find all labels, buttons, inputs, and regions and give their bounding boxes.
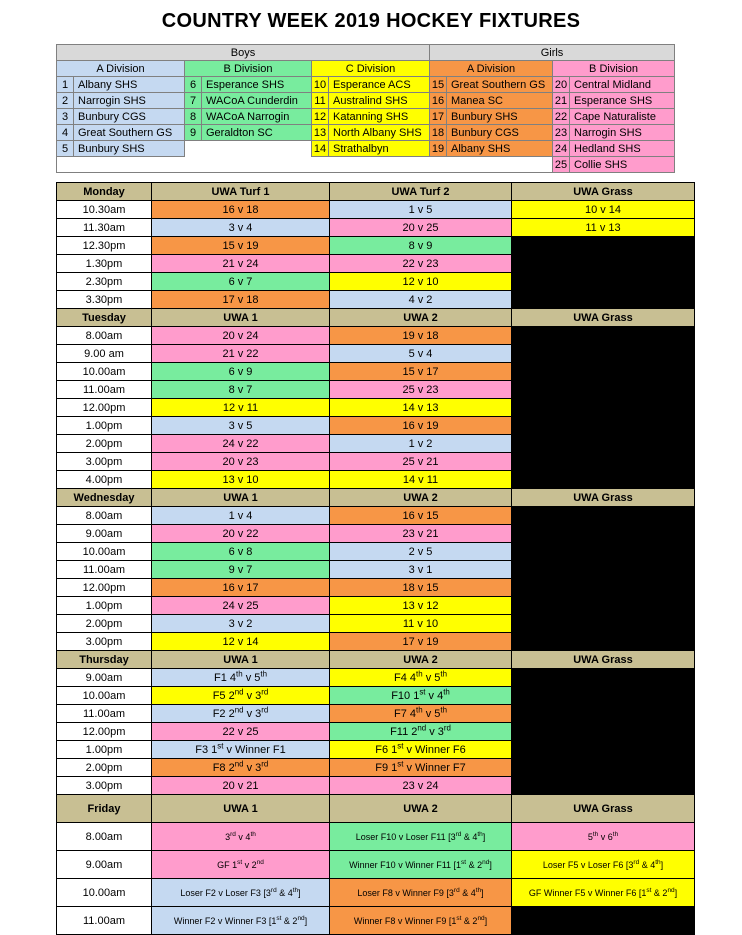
venue-header: UWA 1 — [152, 795, 330, 823]
fixture-cell-empty — [512, 723, 695, 741]
team-name: Hedland SHS — [570, 141, 675, 157]
fixtures-table — [56, 182, 695, 935]
team-name: Manea SC — [447, 93, 553, 109]
fixture-row — [57, 561, 695, 579]
team-number: 17 — [430, 109, 447, 125]
fixture-cell-empty — [512, 363, 695, 381]
fixture-cell-match: 14 v 13 — [330, 399, 512, 417]
fixture-time: 8.00am — [57, 327, 152, 345]
team-name: Great Southern GS — [74, 125, 185, 141]
fixture-cell-match: F9 1st v Winner F7 — [330, 759, 512, 777]
day-header-thursday: Thursday — [57, 651, 152, 669]
fixture-cell-match: 11 v 10 — [330, 615, 512, 633]
fixture-cell-match: 20 v 23 — [152, 453, 330, 471]
fixture-time: 12.30pm — [57, 237, 152, 255]
fixture-cell-match: 4 v 2 — [330, 291, 512, 309]
key-team-row — [57, 77, 675, 93]
key-empty-cell — [185, 157, 312, 173]
venue-header: UWA 2 — [330, 651, 512, 669]
fixture-cell-empty — [512, 273, 695, 291]
fixture-time: 9.00am — [57, 669, 152, 687]
division-header-boys-b: B Division — [185, 61, 312, 77]
team-name: Bunbury SHS — [447, 109, 553, 125]
fixture-cell-match: 6 v 9 — [152, 363, 330, 381]
fixture-row — [57, 291, 695, 309]
fixture-time: 12.00pm — [57, 723, 152, 741]
fixture-row — [57, 633, 695, 651]
fixture-cell-empty — [512, 615, 695, 633]
team-number: 11 — [312, 93, 329, 109]
fixture-row — [57, 507, 695, 525]
fixture-row — [57, 255, 695, 273]
fixture-row — [57, 417, 695, 435]
fixture-cell-match: 3 v 1 — [330, 561, 512, 579]
fixture-cell-match: 20 v 25 — [330, 219, 512, 237]
fixture-cell-match: F5 2nd v 3rd — [152, 687, 330, 705]
team-number: 10 — [312, 77, 329, 93]
fixture-cell-empty — [512, 579, 695, 597]
fixture-row — [57, 399, 695, 417]
fixture-cell-empty — [512, 741, 695, 759]
fixture-time: 3.30pm — [57, 291, 152, 309]
fixture-cell-match: 1 v 4 — [152, 507, 330, 525]
fixture-cell-match: 13 v 10 — [152, 471, 330, 489]
fixture-cell-match: 24 v 22 — [152, 435, 330, 453]
fixture-row — [57, 741, 695, 759]
fixture-cell-empty — [512, 327, 695, 345]
team-number: 24 — [553, 141, 570, 157]
fixture-row — [57, 543, 695, 561]
fixture-row — [57, 615, 695, 633]
fixture-cell-match: 5th v 6th — [512, 823, 695, 851]
page-title: COUNTRY WEEK 2019 HOCKEY FIXTURES — [161, 10, 581, 32]
fixture-row — [57, 471, 695, 489]
fixture-cell-empty — [512, 471, 695, 489]
team-number: 8 — [185, 109, 202, 125]
team-name: Bunbury CGS — [447, 125, 553, 141]
fixture-cell-match: 12 v 14 — [152, 633, 330, 651]
fixture-row — [57, 237, 695, 255]
venue-header: UWA 1 — [152, 309, 330, 327]
team-name: Geraldton SC — [202, 125, 312, 141]
venue-header: UWA Grass — [512, 651, 695, 669]
team-name: Central Midland — [570, 77, 675, 93]
fixture-cell-empty — [512, 543, 695, 561]
fixture-cell-match: 10 v 14 — [512, 201, 695, 219]
fixture-cell-empty — [512, 705, 695, 723]
team-number: 14 — [312, 141, 329, 157]
team-number: 2 — [57, 93, 74, 109]
team-name: Albany SHS — [447, 141, 553, 157]
fixture-cell-match: 13 v 12 — [330, 597, 512, 615]
team-number: 19 — [430, 141, 447, 157]
team-number: 6 — [185, 77, 202, 93]
team-number: 23 — [553, 125, 570, 141]
fixture-time: 4.00pm — [57, 471, 152, 489]
key-empty-cell — [312, 157, 430, 173]
fixture-row — [57, 525, 695, 543]
team-number: 15 — [430, 77, 447, 93]
venue-header: UWA Grass — [512, 795, 695, 823]
fixture-time: 2.00pm — [57, 759, 152, 777]
fixture-cell-match: 1 v 5 — [330, 201, 512, 219]
team-name: Cape Naturaliste — [570, 109, 675, 125]
key-division-header-row — [57, 61, 675, 77]
fixture-time: 2.00pm — [57, 435, 152, 453]
team-name: Narrogin SHS — [74, 93, 185, 109]
fixture-cell-match: 25 v 21 — [330, 453, 512, 471]
fixture-row — [57, 219, 695, 237]
venue-header: UWA Grass — [512, 309, 695, 327]
fixture-day-header-row — [57, 795, 695, 823]
fixture-time: 11.00am — [57, 705, 152, 723]
fixture-cell-match: F3 1st v Winner F1 — [152, 741, 330, 759]
team-number: 18 — [430, 125, 447, 141]
fixture-time: 10.30am — [57, 201, 152, 219]
fixture-day-header-row — [57, 309, 695, 327]
fixture-cell-empty — [512, 237, 695, 255]
fixture-cell-match: 8 v 9 — [330, 237, 512, 255]
team-name: Bunbury SHS — [74, 141, 185, 157]
fixture-cell-match: 22 v 25 — [152, 723, 330, 741]
gender-header-girls: Girls — [430, 45, 675, 61]
team-key — [56, 44, 675, 173]
fixture-cell-match: GF Winner F5 v Winner F6 [1st & 2nd] — [512, 879, 695, 907]
fixture-cell-match: 11 v 13 — [512, 219, 695, 237]
team-number: 12 — [312, 109, 329, 125]
key-gender-header-row — [57, 45, 675, 61]
fixture-row — [57, 453, 695, 471]
team-name: Esperance SHS — [570, 93, 675, 109]
fixture-cell-empty — [512, 255, 695, 273]
fixture-cell-match: Winner F10 v Winner F11 [1st & 2nd] — [330, 851, 512, 879]
fixture-cell-match: 20 v 22 — [152, 525, 330, 543]
fixture-cell-match: 17 v 18 — [152, 291, 330, 309]
fixture-cell-empty — [512, 507, 695, 525]
fixture-cell-empty — [512, 777, 695, 795]
fixture-cell-match: F8 2nd v 3rd — [152, 759, 330, 777]
fixture-cell-match: 19 v 18 — [330, 327, 512, 345]
fixture-cell-empty — [512, 759, 695, 777]
fixture-time: 8.00am — [57, 507, 152, 525]
team-name: Esperance SHS — [202, 77, 312, 93]
fixture-day-header-row — [57, 651, 695, 669]
team-name: Katanning SHS — [329, 109, 430, 125]
fixture-time: 10.00am — [57, 687, 152, 705]
fixture-time: 10.00am — [57, 543, 152, 561]
fixture-cell-empty — [512, 435, 695, 453]
venue-header: UWA 2 — [330, 795, 512, 823]
fixture-cell-match: 12 v 10 — [330, 273, 512, 291]
fixture-cell-match: 14 v 11 — [330, 471, 512, 489]
team-name: Strathalbyn — [329, 141, 430, 157]
fixture-row — [57, 669, 695, 687]
fixture-cell-match: 1 v 2 — [330, 435, 512, 453]
fixture-time: 10.00am — [57, 363, 152, 381]
fixture-time: 11.00am — [57, 381, 152, 399]
team-name: Collie SHS — [570, 157, 675, 173]
fixture-row — [57, 879, 695, 907]
fixture-time: 3.00pm — [57, 633, 152, 651]
fixture-row — [57, 723, 695, 741]
fixture-row — [57, 381, 695, 399]
fixture-cell-empty — [512, 417, 695, 435]
fixture-row — [57, 777, 695, 795]
fixture-cell-match: Winner F8 v Winner F9 [1st & 2nd] — [330, 907, 512, 935]
day-header-monday: Monday — [57, 183, 152, 201]
team-name: Albany SHS — [74, 77, 185, 93]
fixture-cell-empty — [512, 345, 695, 363]
day-header-wednesday: Wednesday — [57, 489, 152, 507]
fixture-time: 12.00pm — [57, 579, 152, 597]
division-header-boys-c: C Division — [312, 61, 430, 77]
fixture-cell-match: Loser F10 v Loser F11 [3rd & 4th] — [330, 823, 512, 851]
fixture-row — [57, 759, 695, 777]
team-number: 25 — [553, 157, 570, 173]
fixture-row — [57, 687, 695, 705]
fixture-cell-match: 25 v 23 — [330, 381, 512, 399]
fixture-cell-match: 3 v 5 — [152, 417, 330, 435]
key-empty-cell — [430, 157, 553, 173]
fixture-cell-match: 9 v 7 — [152, 561, 330, 579]
fixture-row — [57, 823, 695, 851]
fixture-cell-match: 15 v 19 — [152, 237, 330, 255]
fixture-row — [57, 579, 695, 597]
venue-header: UWA Turf 2 — [330, 183, 512, 201]
venue-header: UWA Grass — [512, 489, 695, 507]
team-number: 22 — [553, 109, 570, 125]
fixture-cell-match: 18 v 15 — [330, 579, 512, 597]
fixture-cell-match: 20 v 21 — [152, 777, 330, 795]
fixture-cell-match: Winner F2 v Winner F3 [1st & 2nd] — [152, 907, 330, 935]
venue-header: UWA 2 — [330, 489, 512, 507]
fixture-cell-empty — [512, 561, 695, 579]
fixture-cell-match: 5 v 4 — [330, 345, 512, 363]
team-number: 7 — [185, 93, 202, 109]
fixture-cell-match: 21 v 22 — [152, 345, 330, 363]
fixture-time: 9.00am — [57, 525, 152, 543]
fixture-row — [57, 345, 695, 363]
team-key-table — [56, 44, 675, 173]
fixture-time: 9.00 am — [57, 345, 152, 363]
fixture-time: 9.00am — [57, 851, 152, 879]
fixture-cell-empty — [512, 399, 695, 417]
fixture-cell-match: 16 v 17 — [152, 579, 330, 597]
fixture-cell-match: F2 2nd v 3rd — [152, 705, 330, 723]
fixture-cell-match: 22 v 23 — [330, 255, 512, 273]
fixture-row — [57, 363, 695, 381]
fixture-cell-match: 3rd v 4th — [152, 823, 330, 851]
venue-header: UWA 2 — [330, 309, 512, 327]
fixture-cell-empty — [512, 633, 695, 651]
fixture-cell-match: 24 v 25 — [152, 597, 330, 615]
fixture-cell-match: F11 2nd v 3rd — [330, 723, 512, 741]
fixture-cell-match: 6 v 8 — [152, 543, 330, 561]
fixture-cell-match: Loser F8 v Winner F9 [3rd & 4th] — [330, 879, 512, 907]
fixture-time: 1.00pm — [57, 597, 152, 615]
key-team-row — [57, 125, 675, 141]
fixture-time: 1.30pm — [57, 255, 152, 273]
fixture-time: 12.00pm — [57, 399, 152, 417]
team-number: 9 — [185, 125, 202, 141]
key-team-row — [57, 157, 675, 173]
fixture-time: 1.00pm — [57, 417, 152, 435]
fixture-time: 10.00am — [57, 879, 152, 907]
fixture-time: 3.00pm — [57, 777, 152, 795]
fixture-cell-match: Loser F5 v Loser F6 [3rd & 4th] — [512, 851, 695, 879]
team-number: 16 — [430, 93, 447, 109]
fixture-cell-empty — [512, 907, 695, 935]
fixture-time: 11.30am — [57, 219, 152, 237]
fixture-cell-match: 20 v 24 — [152, 327, 330, 345]
fixture-cell-match: F7 4th v 5th — [330, 705, 512, 723]
fixture-cell-match: 17 v 19 — [330, 633, 512, 651]
team-name: Narrogin SHS — [570, 125, 675, 141]
team-name: WACoA Cunderdin — [202, 93, 312, 109]
key-team-row — [57, 93, 675, 109]
fixture-cell-match: GF 1st v 2nd — [152, 851, 330, 879]
fixture-cell-empty — [512, 381, 695, 399]
fixture-day-header-row — [57, 489, 695, 507]
team-name: WACoA Narrogin — [202, 109, 312, 125]
fixture-cell-match: 16 v 15 — [330, 507, 512, 525]
fixture-cell-match: F10 1st v 4th — [330, 687, 512, 705]
fixture-time: 8.00am — [57, 823, 152, 851]
team-number: 21 — [553, 93, 570, 109]
fixture-cell-empty — [512, 597, 695, 615]
team-name: Australind SHS — [329, 93, 430, 109]
venue-header: UWA 1 — [152, 651, 330, 669]
fixture-cell-match: 16 v 19 — [330, 417, 512, 435]
fixture-cell-match: 21 v 24 — [152, 255, 330, 273]
key-team-row — [57, 109, 675, 125]
venue-header: UWA Grass — [512, 183, 695, 201]
team-number: 1 — [57, 77, 74, 93]
team-number: 4 — [57, 125, 74, 141]
gender-header-boys: Boys — [57, 45, 430, 61]
fixture-row — [57, 435, 695, 453]
fixture-row — [57, 705, 695, 723]
fixture-cell-match: 15 v 17 — [330, 363, 512, 381]
team-number: 13 — [312, 125, 329, 141]
fixtures-table-wrap — [56, 182, 695, 935]
fixture-cell-match: 8 v 7 — [152, 381, 330, 399]
team-number: 3 — [57, 109, 74, 125]
fixture-cell-match: 16 v 18 — [152, 201, 330, 219]
team-number: 5 — [57, 141, 74, 157]
fixture-row — [57, 907, 695, 935]
fixture-row — [57, 273, 695, 291]
fixture-time: 1.00pm — [57, 741, 152, 759]
venue-header: UWA 1 — [152, 489, 330, 507]
day-header-tuesday: Tuesday — [57, 309, 152, 327]
fixture-cell-empty — [512, 687, 695, 705]
fixture-day-header-row — [57, 183, 695, 201]
fixture-cell-match: 3 v 2 — [152, 615, 330, 633]
division-header-girls-a: A Division — [430, 61, 553, 77]
team-name: Great Southern GS — [447, 77, 553, 93]
fixture-cell-match: Loser F2 v Loser F3 [3rd & 4th] — [152, 879, 330, 907]
key-team-row — [57, 141, 675, 157]
fixture-cell-match: F1 4th v 5th — [152, 669, 330, 687]
fixture-cell-match: F6 1st v Winner F6 — [330, 741, 512, 759]
team-name: Bunbury CGS — [74, 109, 185, 125]
fixture-cell-empty — [512, 291, 695, 309]
fixture-cell-empty — [512, 525, 695, 543]
team-number: 20 — [553, 77, 570, 93]
fixture-cell-match: 3 v 4 — [152, 219, 330, 237]
fixture-cell-empty — [512, 453, 695, 471]
fixture-cell-match: 23 v 24 — [330, 777, 512, 795]
fixture-cell-match: F4 4th v 5th — [330, 669, 512, 687]
fixture-time: 3.00pm — [57, 453, 152, 471]
fixture-cell-match: 12 v 11 — [152, 399, 330, 417]
key-empty-cell — [57, 157, 185, 173]
team-name: North Albany SHS — [329, 125, 430, 141]
venue-header: UWA Turf 1 — [152, 183, 330, 201]
fixture-cell-match: 23 v 21 — [330, 525, 512, 543]
fixture-row — [57, 597, 695, 615]
team-name: Esperance ACS — [329, 77, 430, 93]
fixture-time: 11.00am — [57, 907, 152, 935]
division-header-boys-a: A Division — [57, 61, 185, 77]
fixture-time: 2.30pm — [57, 273, 152, 291]
fixture-cell-empty — [512, 669, 695, 687]
fixture-time: 11.00am — [57, 561, 152, 579]
fixture-time: 2.00pm — [57, 615, 152, 633]
day-header-friday: Friday — [57, 795, 152, 823]
fixture-row — [57, 327, 695, 345]
fixture-cell-match: 2 v 5 — [330, 543, 512, 561]
key-empty-cell — [185, 141, 312, 157]
fixture-cell-match: 6 v 7 — [152, 273, 330, 291]
fixture-row — [57, 201, 695, 219]
division-header-girls-b: B Division — [553, 61, 675, 77]
fixture-row — [57, 851, 695, 879]
